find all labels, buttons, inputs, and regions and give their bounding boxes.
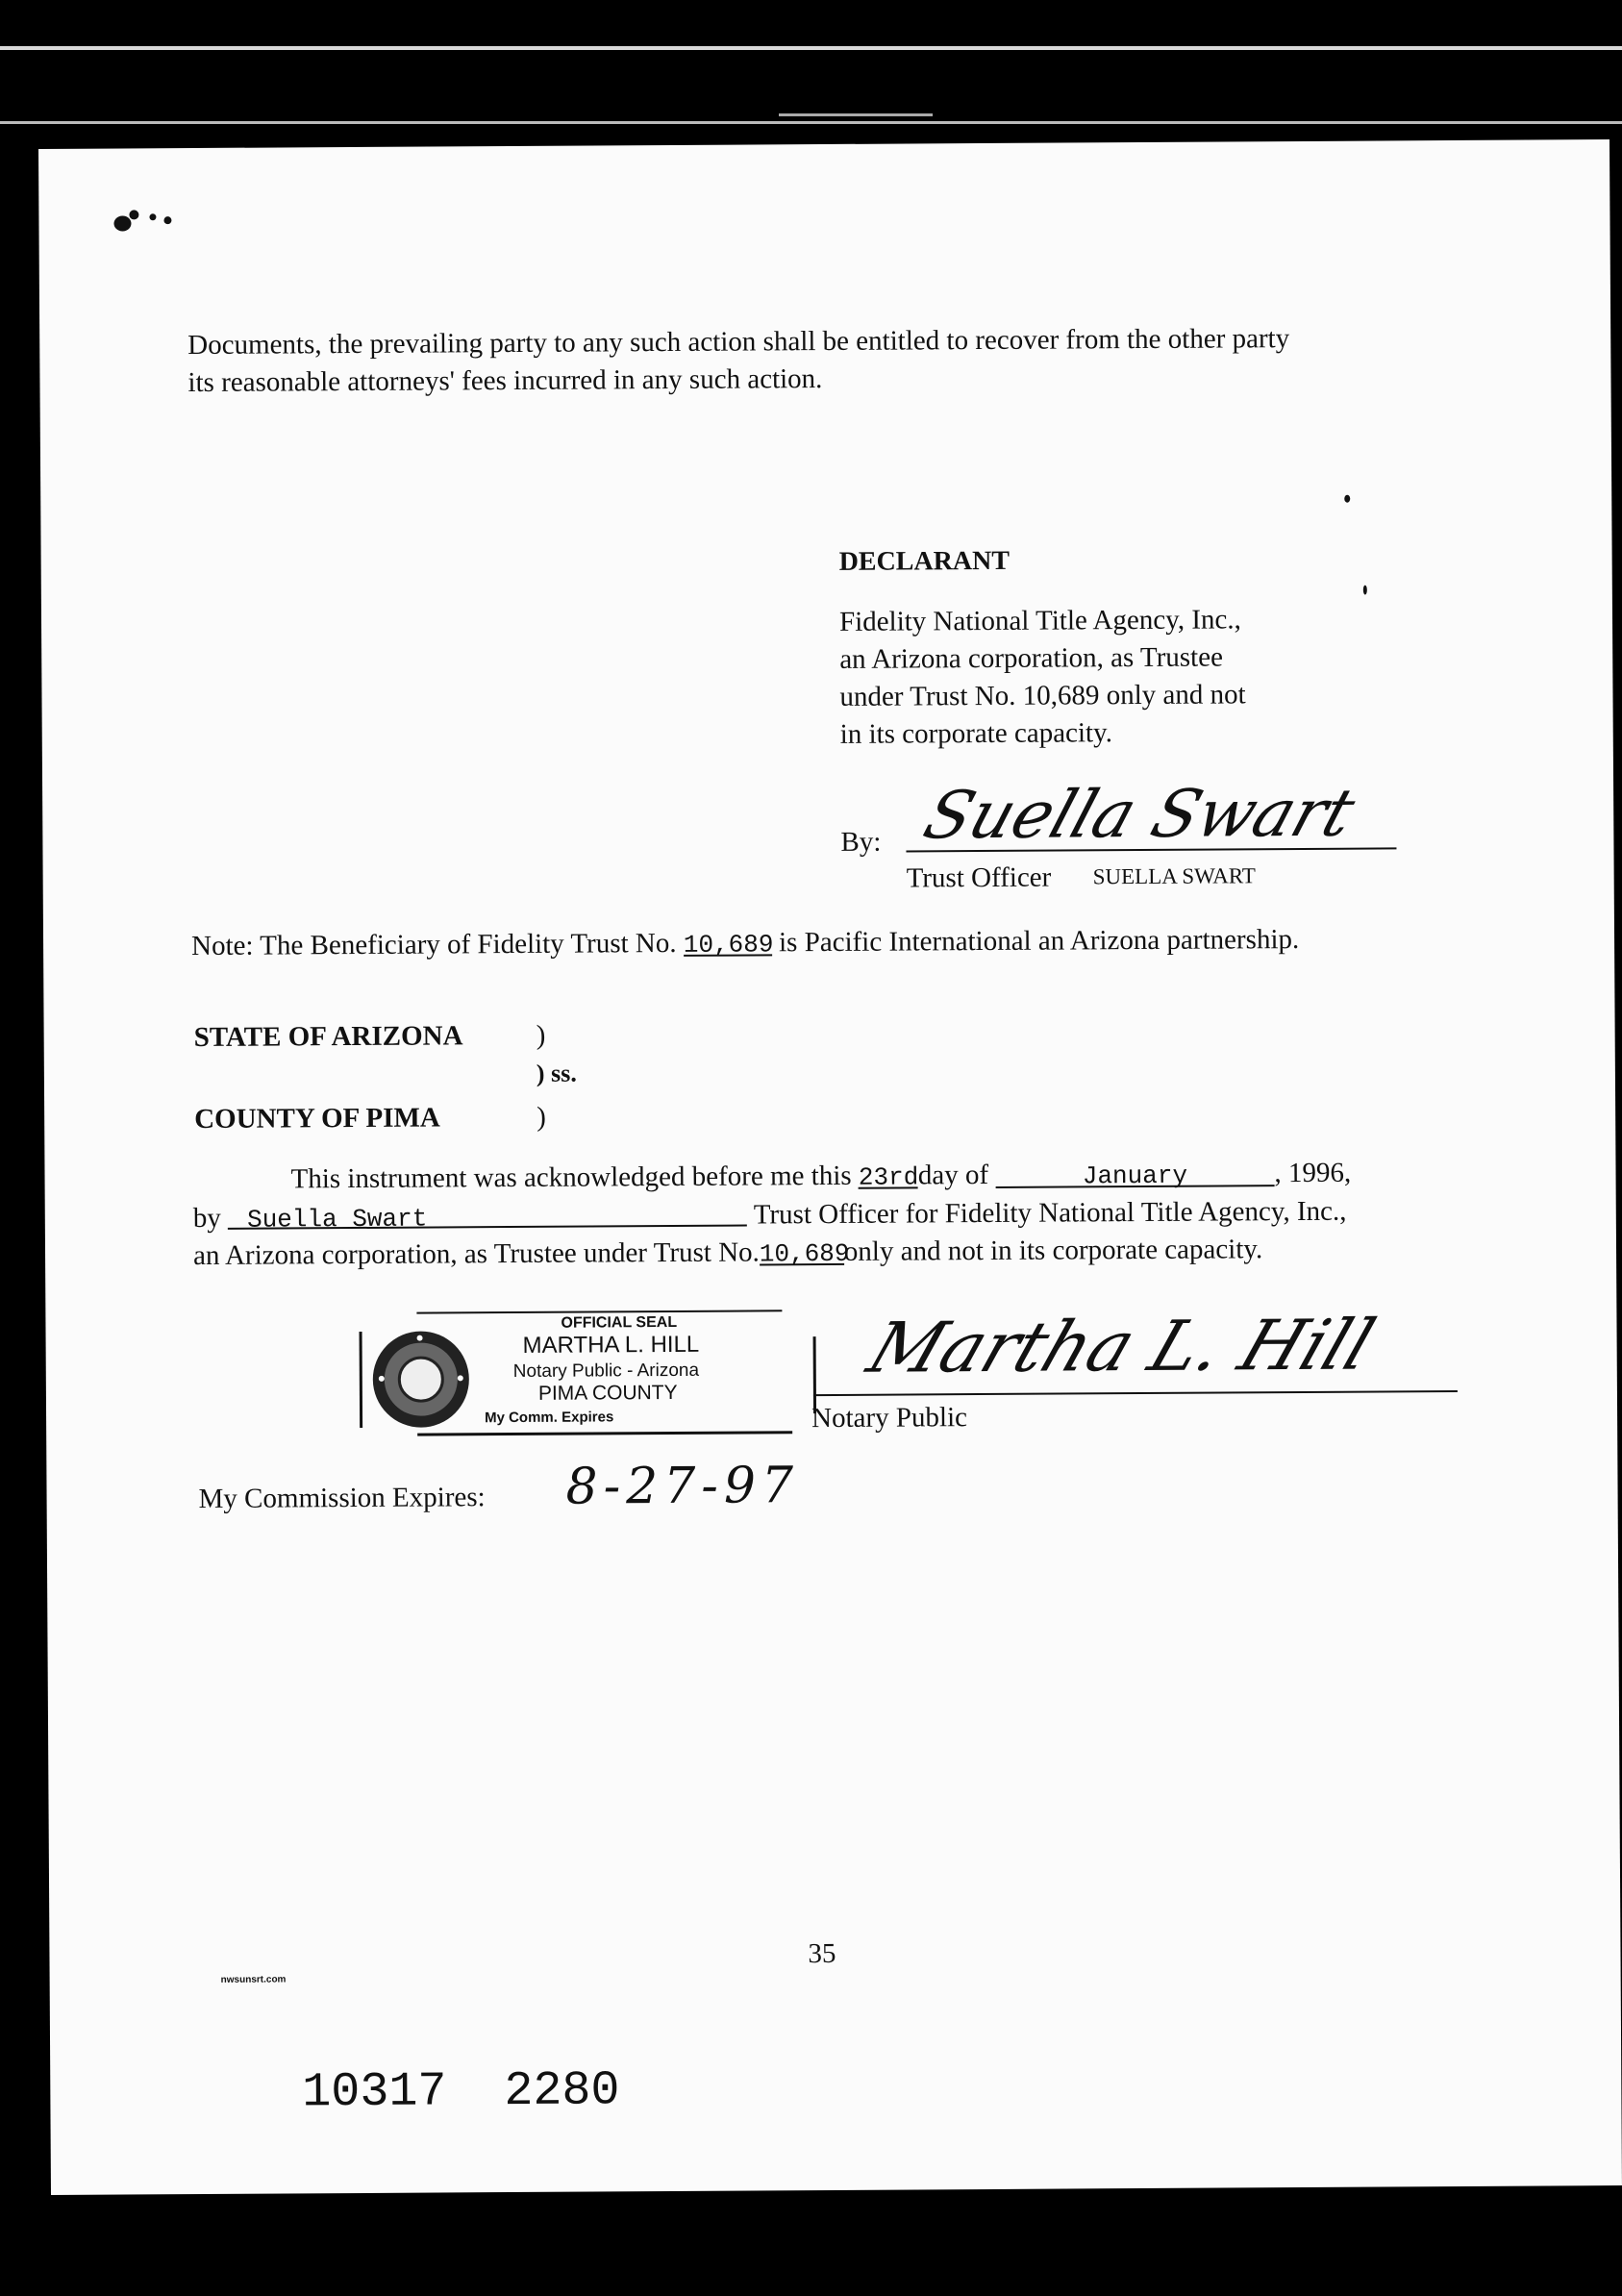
continuation-paragraph-line-2: its reasonable attorneys' fees incurred in any such action.	[187, 363, 823, 399]
scan-edge-line	[0, 121, 1622, 124]
ink-speck	[163, 216, 171, 224]
document-number: 10317 2280	[302, 2063, 620, 2121]
seal-text-county: PIMA COUNTY	[537, 1381, 678, 1405]
acknowledgment-line-3	[193, 1230, 1262, 1275]
scan-edge-line	[0, 46, 1622, 50]
ink-speck	[113, 215, 131, 231]
ack-month: January	[995, 1156, 1274, 1188]
declarant-heading: DECLARANT	[838, 545, 1011, 577]
notary-public-label: Notary Public	[811, 1402, 968, 1435]
declarant-signature: Suella Swart	[914, 775, 1364, 855]
ack-day-of: day of	[917, 1159, 989, 1191]
ack-line3-suffix: only and not in its corporate capacity.	[843, 1234, 1263, 1267]
seal-text-name: MARTHA L. HILL	[522, 1331, 700, 1359]
seal-left-bar	[360, 1332, 363, 1428]
continuation-paragraph-line-1: Documents, the prevailing party to any such action shall be entitled to recover from the other party	[187, 323, 1290, 362]
seal-text-notary: Notary Public - Arizona	[512, 1360, 700, 1383]
trust-officer-title: Trust Officer	[906, 861, 1052, 894]
seal-bottom-rule	[417, 1431, 792, 1435]
scan-edge-line	[779, 113, 933, 116]
ack-prefix: This instrument was acknowledged before me this	[290, 1160, 852, 1195]
ack-day: 23rd	[859, 1158, 918, 1188]
acknowledgment-line-1	[290, 1154, 1351, 1199]
note-suffix: is Pacific International an Arizona partnership.	[778, 924, 1300, 959]
commission-expires-label: My Commission Expires:	[198, 1482, 486, 1515]
page-number: 35	[808, 1937, 836, 1970]
note-prefix: Note: The Beneficiary of Fidelity Trust No.	[190, 927, 677, 962]
seal-top-rule	[416, 1310, 782, 1313]
county-label: COUNTY OF PIMA	[194, 1102, 440, 1136]
state-label: STATE OF ARIZONA	[193, 1020, 463, 1054]
seal-text-official: OFFICIAL SEAL	[561, 1313, 678, 1332]
state-paren: )	[536, 1019, 546, 1051]
ack-year: , 1996,	[1274, 1157, 1352, 1189]
notary-signature-line	[813, 1390, 1458, 1396]
county-paren: )	[537, 1101, 546, 1133]
ack-name: Suella Swart	[228, 1198, 747, 1230]
ack-line3-prefix: an Arizona corporation, as Trustee under Trust No.	[192, 1236, 760, 1272]
ss-label: ) ss.	[536, 1059, 577, 1087]
declarant-line-3: under Trust No. 10,689 only and not	[839, 679, 1246, 712]
declarant-line-1: Fidelity National Title Agency, Inc.,	[838, 604, 1241, 637]
ack-trust-number: 10,689	[760, 1235, 844, 1266]
small-footer-code: nwsunsrt.com	[220, 1974, 287, 1985]
beneficiary-note	[191, 920, 1299, 965]
state-seal-emblem	[373, 1331, 470, 1428]
seal-text-expires: My Comm. Expires	[485, 1409, 614, 1427]
ack-by-label: by	[192, 1202, 221, 1235]
declarant-printed-name: SUELLA SWART	[1092, 863, 1256, 889]
declarant-line-4: in its corporate capacity.	[839, 717, 1112, 750]
ink-speck	[1344, 495, 1350, 503]
ink-speck	[1363, 586, 1367, 595]
by-label: By:	[840, 826, 882, 858]
document-page	[38, 139, 1622, 2195]
notary-signature: Martha L. Hill	[858, 1304, 1385, 1388]
ack-line2-suffix: Trust Officer for Fidelity National Title Agency, Inc.,	[753, 1195, 1347, 1231]
commission-expires-date: 8-27-97	[565, 1457, 800, 1516]
declarant-line-2: an Arizona corporation, as Trustee	[839, 641, 1224, 675]
note-trust-number: 10,689	[684, 925, 772, 957]
ink-speck	[149, 213, 156, 220]
notary-seal-stamp	[359, 1310, 792, 1437]
ink-speck	[129, 210, 138, 219]
